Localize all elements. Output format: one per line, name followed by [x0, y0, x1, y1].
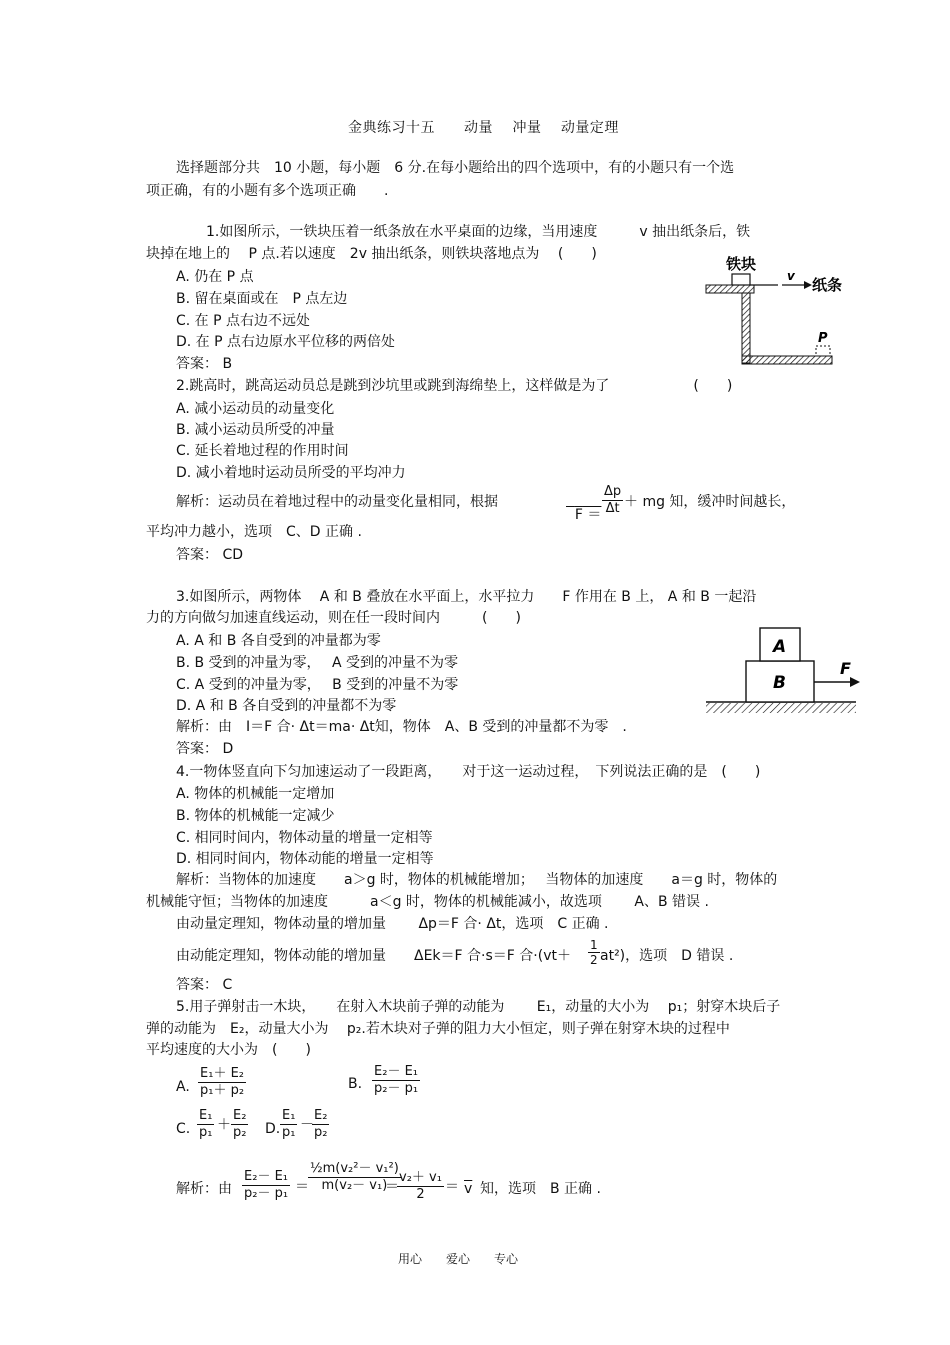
q2-answer: 答案： CD	[176, 547, 244, 563]
q5-option-b: $\frac{\text{E₂－ E₁}}{\text{p₂－ p₁}}$	[374, 1064, 419, 1096]
q5-option-b-label: B.	[348, 1076, 363, 1092]
q5-option-d-term1: $\frac{\text{E₁}}{\text{p₁}}$	[282, 1108, 296, 1140]
q4-analysis: 机械能守恒；当物体的加速度 a＜g 时，物体的机械能减小，故选项 A、B 错误 .	[146, 894, 709, 910]
q3-analysis: 解析：由 I＝F 合· Δt＝ma· Δt知，物体 A、B 受到的冲量都不为零 .	[176, 719, 627, 735]
question-4-text: 4.一物体竖直向下匀加速运动了一段距离， 对于这一运动过程， 下列说法正确的是 ( )	[176, 764, 761, 780]
force-f-label: F	[840, 659, 851, 678]
q5-analysis-vbar: $\overline{v}$	[464, 1181, 473, 1197]
intro-line: 选择题部分共 10 小题，每小题 6 分.在每小题给出的四个选项中，有的小题只有一个选	[176, 160, 735, 176]
q5-option-c-term2: $\frac{\text{E₂}}{\text{p₂}}$	[233, 1108, 247, 1140]
q5-option-c-term1: $\frac{\text{E₁}}{\text{p₁}}$	[199, 1108, 213, 1140]
q5-analysis: 解析：由	[176, 1181, 232, 1197]
question-3-text: 力的方向做匀加速直线运动，则在任一段时间内 ( )	[146, 610, 521, 626]
q3-option-c: C. A 受到的冲量为零， B 受到的冲量不为零	[176, 677, 459, 693]
q2-option-d: D. 减小着地时运动员所受的平均冲力	[176, 465, 406, 481]
block-b-label: B	[773, 673, 786, 693]
q5-option-d-term2: $\frac{\text{E₂}}{\text{p₂}}$	[314, 1108, 328, 1140]
q3-option-a: A. A 和 B 各自受到的冲量都为零	[176, 633, 381, 649]
question-5-text: 弹的动能为 E₂，动量大小为 p₂.若木块对子弹的阻力大小恒定，则子弹在射穿木块的过程中	[146, 1021, 730, 1037]
q5-analysis-equals: ＝	[445, 1179, 459, 1195]
force-arrow-icon	[850, 677, 860, 687]
q1-answer: 答案： B	[176, 356, 233, 372]
q4-option-d: D. 相同时间内，物体动能的增量一定相等	[176, 851, 434, 867]
question-2-text: 2.跳高时，跳高运动员总是跳到沙坑里或跳到海绵垫上，这样做是为了 ( )	[176, 378, 733, 394]
q3-answer: 答案： D	[176, 741, 234, 757]
question-5-text: 平均速度的大小为 ( )	[146, 1042, 311, 1058]
page-footer: 用心 爱心 专心	[398, 1252, 519, 1266]
q2-option-a: A. 减小运动员的动量变化	[176, 401, 335, 417]
q2-analysis: 解析：运动员在着地过程中的动量变化量相同，根据	[176, 494, 498, 510]
q4-answer: 答案： C	[176, 977, 233, 993]
q2-option-b: B. 减小运动员所受的冲量	[176, 422, 335, 438]
q3-blocks-figure	[700, 620, 865, 720]
arrow-icon	[804, 281, 812, 289]
q4-option-b: B. 物体的机械能一定减少	[176, 808, 335, 824]
q5-option-c-label: C.	[176, 1121, 191, 1137]
q2-analysis-tail: ＋ mg 知，缓冲时间越长，	[624, 494, 796, 510]
q3-option-d: D. A 和 B 各自受到的冲量都不为零	[176, 698, 397, 714]
landing-point-marker	[816, 346, 830, 356]
q4-half-fraction: $\frac{1}{2}$	[590, 938, 598, 967]
iron-block	[732, 274, 750, 285]
q5-analysis-equals: ＝	[385, 1179, 399, 1195]
q5-option-d-operator: －	[300, 1117, 314, 1133]
q1-option-a: A. 仍在 P 点	[176, 269, 254, 285]
q5-option-a-label: A.	[176, 1079, 190, 1095]
question-1-text: 1.如图所示，一铁块压着一纸条放在水平桌面的边缘，当用速度 v 抽出纸条后，铁	[206, 224, 751, 240]
question-5-text: 5.用子弹射击一木块， 在射入木块前子弹的动能为 E₁，动量的大小为 p₁；射穿木块后子	[176, 999, 781, 1015]
q4-analysis: at²)，选项 D 错误 .	[600, 948, 734, 964]
q4-option-a: A. 物体的机械能一定增加	[176, 786, 335, 802]
iron-block-label: 铁块	[726, 255, 757, 273]
q5-analysis-fraction-3: $\frac{\text{v₂＋ v₁}}{2}$	[399, 1170, 442, 1202]
q1-table-figure	[700, 250, 850, 370]
q5-analysis-fraction-2: $\frac{\text{½m(v₂²－ v₁²)}}{\text{m(v₂－ v₁)}}$	[310, 1161, 399, 1193]
q5-analysis-fraction-1: $\frac{\text{E₂－ E₁}}{\text{p₂－ p₁}}$	[244, 1169, 289, 1201]
q4-analysis: 由动量定理知，物体动量的增加量 Δp＝F 合· Δt，选项 C 正确 .	[176, 916, 609, 932]
q4-analysis: 由动能定理知，物体动能的增加量 ΔEk＝F 合·s＝F 合·(vt＋	[176, 948, 571, 964]
q5-option-c-operator: ＋	[217, 1117, 231, 1133]
q2-formula-f: F ＝	[574, 507, 602, 523]
q1-option-c: C. 在 P 点右边不远处	[176, 313, 311, 329]
q4-option-c: C. 相同时间内，物体动量的增量一定相等	[176, 830, 433, 846]
block-a-label: A	[773, 637, 787, 657]
q2-option-c: C. 延长着地过程的作用时间	[176, 443, 349, 459]
page-title: 金典练习十五 动量 冲量 动量定理	[348, 120, 619, 136]
q2-analysis-line2: 平均冲力越小，选项 C、D 正确 .	[146, 524, 362, 540]
question-3-text: 3.如图所示，两物体 A 和 B 叠放在水平面上，水平拉力 F 作用在 B 上， A 和 B 一起沿	[176, 589, 757, 605]
q5-option-a: $\frac{\text{E₁＋ E₂}}{\text{p₁＋ p₂}}$	[200, 1066, 245, 1098]
q1-option-d: D. 在 P 点右边原水平位移的两倍处	[176, 334, 396, 350]
intro-line: 项正确，有的小题有多个选项正确 .	[146, 183, 389, 199]
q3-option-b: B. B 受到的冲量为零， A 受到的冲量不为零	[176, 655, 459, 671]
q4-analysis: 解析：当物体的加速度 a＞g 时，物体的机械能增加； 当物体的加速度 a＝g 时，物体的	[176, 872, 778, 888]
q1-option-b: B. 留在桌面或在 P 点左边	[176, 291, 348, 307]
velocity-label: v	[787, 269, 795, 283]
q5-analysis-equals: ＝	[295, 1179, 309, 1195]
q2-fraction: $\frac{\Delta p}{\Delta t}$	[604, 484, 622, 516]
paper-strip-label: 纸条	[812, 276, 843, 294]
q5-analysis: 知，选项 B 正确 .	[480, 1181, 601, 1197]
question-1-text: 块掉在地上的 P 点.若以速度 2v 抽出纸条，则铁块落地点为 ( )	[146, 246, 597, 262]
q5-option-d-label: D.	[265, 1121, 281, 1137]
point-p-label: P	[818, 331, 828, 346]
